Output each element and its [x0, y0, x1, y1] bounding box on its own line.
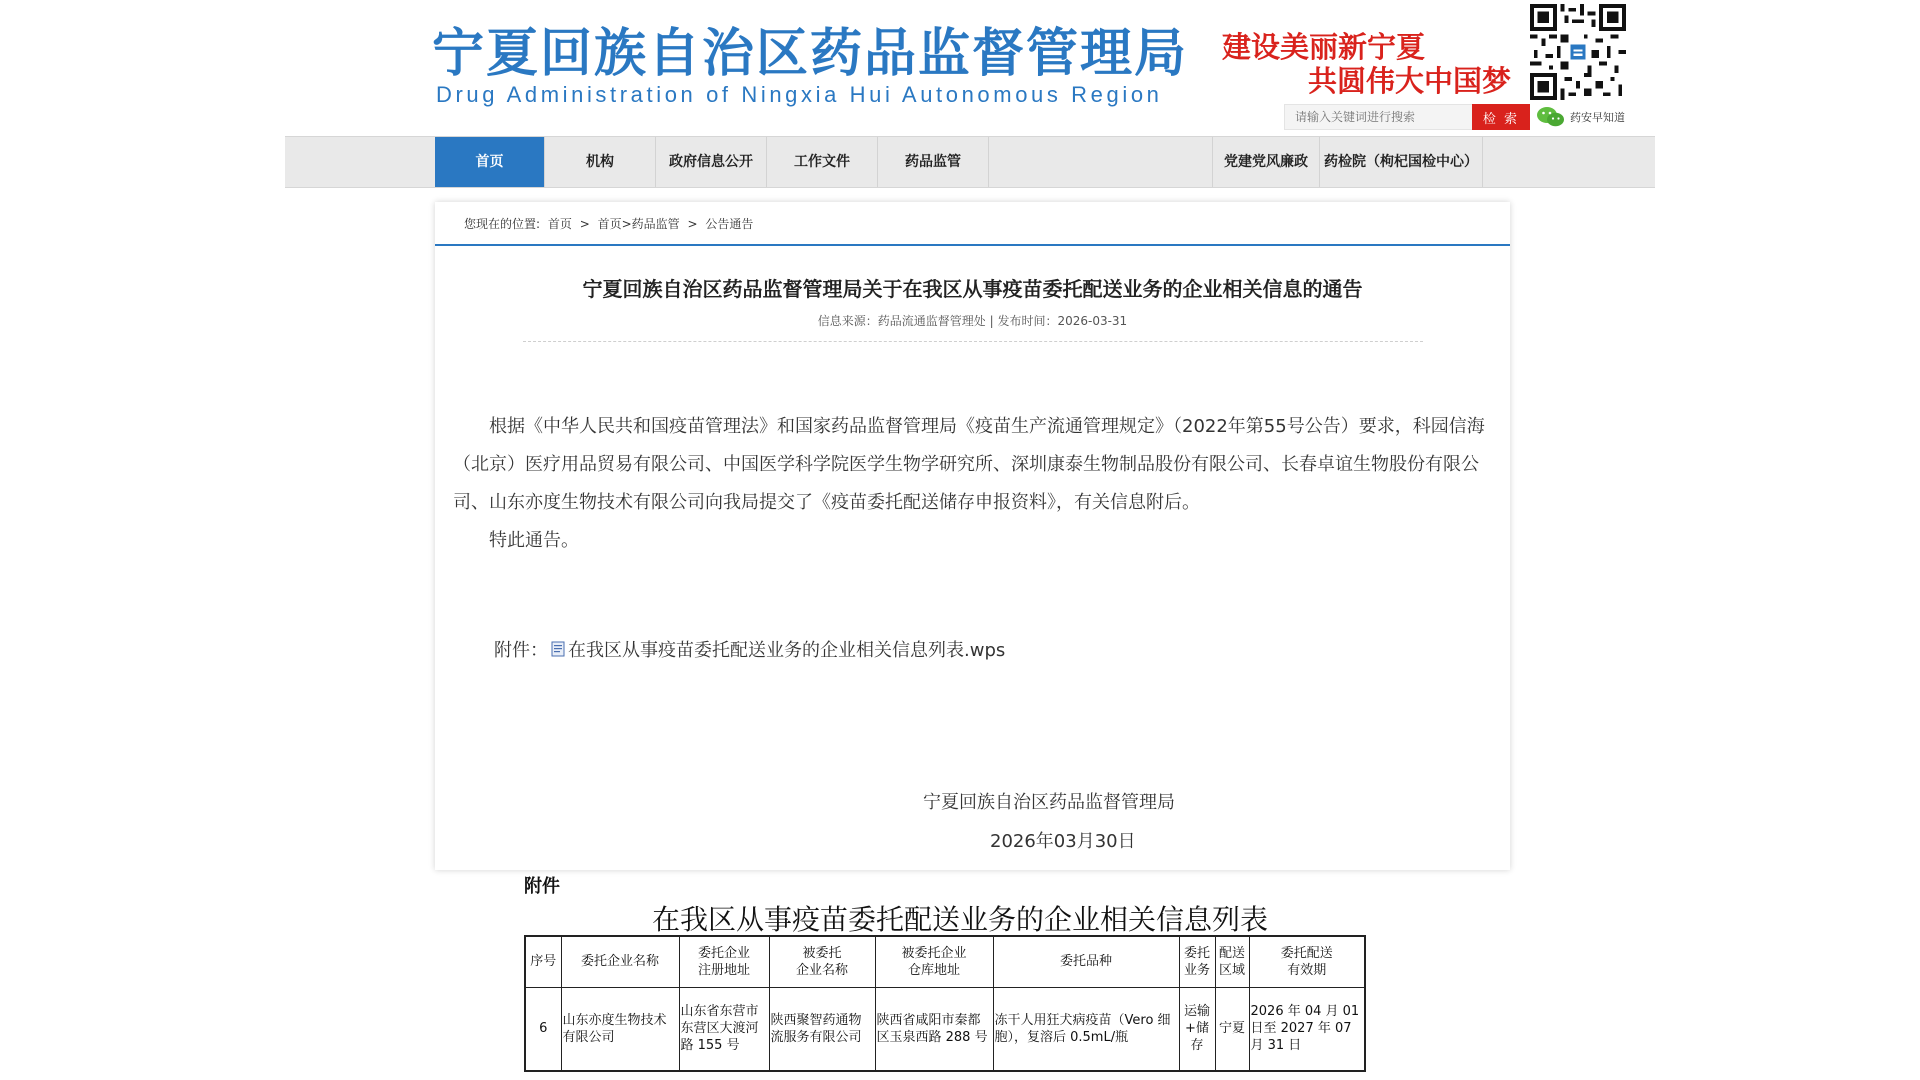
article-paragraph: 特此通告。 [489, 530, 579, 551]
site-title: 宁夏回族自治区药品监督管理局 [432, 24, 1189, 84]
breadcrumb-link-home[interactable]: 首页 [547, 217, 572, 231]
wechat-link[interactable] [1536, 106, 1625, 128]
site-subtitle: Drug Administration of Ningxia Hui Autonomous Region [436, 82, 1163, 107]
table-cell-address: 山东省东营市东营区大渡河路 155 号 [679, 987, 769, 1071]
attachment-link[interactable]: 在我区从事疫苗委托配送业务的企业相关信息列表.wps [568, 640, 1006, 661]
table-cell-contractor: 陕西聚智药通物流服务有限公司 [769, 987, 875, 1071]
attachment-doc-label: 附件 [524, 876, 560, 897]
table-header-cell: 序号 [525, 936, 561, 987]
article-paragraph: 根据《中华人民共和国疫苗管理法》和国家药品监督管理局《疫苗生产流通管理规定》（2022年第55号公告）要求，科园信海（北京）医疗用品贸易有限公司、中国医学科学院医学生物学研究所、深圳康泰生物制品股份有限公司、长春卓谊生物股份有限公司、山东亦度生物技术有限公司向我局提交了《疫苗委托配送储存申报资料》，有关信息附后。 [453, 416, 1485, 513]
table-cell-product: 冻干人用狂犬病疫苗（Vero 细胞），复溶后 0.5mL/瓶 [993, 987, 1179, 1071]
table-header-cell: 配送 区域 [1215, 936, 1249, 987]
nav-item-organization[interactable]: 机构 [545, 137, 656, 187]
main-nav [285, 136, 1655, 188]
table-header-cell: 被委托企业 仓库地址 [875, 936, 993, 987]
table-header-cell: 委托配送 有效期 [1249, 936, 1365, 987]
nav-item-work-docs[interactable]: 工作文件 [767, 137, 878, 187]
signature-date: 2026年03月30日 [990, 831, 1136, 852]
signature-organization: 宁夏回族自治区药品监督管理局 [923, 792, 1175, 813]
wechat-label: 药安早知道 [1570, 111, 1625, 124]
attachment-doc-title: 在我区从事疫苗委托配送业务的企业相关信息列表 [651, 903, 1268, 936]
attachment-row [494, 636, 1005, 662]
table-header-cell: 委托 业务 [1179, 936, 1215, 987]
nav-item-drug-testing[interactable]: 药检院（枸杞国检中心） [1320, 137, 1483, 187]
article-body [453, 408, 1493, 560]
article-panel [435, 202, 1510, 870]
search-input[interactable] [1284, 104, 1474, 130]
search-button[interactable]: 检 索 [1472, 104, 1530, 130]
nav-item-gov-info[interactable]: 政府信息公开 [656, 137, 767, 187]
table-cell-business: 运输+储存 [1179, 987, 1215, 1071]
nav-item-party-building[interactable]: 党建党风廉政 [1212, 137, 1320, 187]
nav-item-home[interactable]: 首页 [435, 137, 545, 187]
article-meta: 信息来源：药品流通监督管理处 | 发布时间：2026-03-31 [817, 314, 1128, 328]
table-cell-region: 宁夏 [1215, 987, 1249, 1071]
breadcrumb-separator: > [579, 217, 590, 231]
article-title: 宁夏回族自治区药品监督管理局关于在我区从事疫苗委托配送业务的企业相关信息的通告 [582, 277, 1363, 301]
breadcrumb-link-notices[interactable]: 公告通告 [705, 217, 754, 231]
table-cell-validity: 2026 年 04 月 01 日至 2027 年 07 月 31 日 [1249, 987, 1365, 1071]
table-header-row [525, 936, 1365, 987]
document-icon [550, 640, 566, 658]
table-header-cell: 委托企业名称 [561, 936, 679, 987]
wechat-icon [1536, 106, 1566, 128]
table-header-cell: 委托企业 注册地址 [679, 936, 769, 987]
breadcrumb [435, 202, 1510, 246]
table-cell-company: 山东亦度生物技术有限公司 [561, 987, 679, 1071]
nav-item-drug-supervision[interactable]: 药品监管 [878, 137, 989, 187]
breadcrumb-separator: > [687, 217, 698, 231]
attachment-prefix: 附件： [494, 640, 548, 661]
divider [523, 341, 1423, 342]
breadcrumb-prefix: 您现在的位置: [464, 217, 541, 231]
table-header-cell: 委托品种 [993, 936, 1179, 987]
table-header-cell: 被委托 企业名称 [769, 936, 875, 987]
table-cell-warehouse: 陕西省咸阳市秦都区玉泉西路 288 号 [875, 987, 993, 1071]
slogan-line-2: 共圆伟大中国梦 [1308, 64, 1512, 98]
table-row [525, 987, 1365, 1071]
attachment-table [524, 935, 1366, 1072]
breadcrumb-link-drug-supervision[interactable]: 首页>药品监管 [597, 217, 680, 231]
slogan-line-1: 建设美丽新宁夏 [1222, 30, 1426, 64]
table-cell-index: 6 [525, 987, 561, 1071]
qr-code-icon [1530, 4, 1626, 100]
